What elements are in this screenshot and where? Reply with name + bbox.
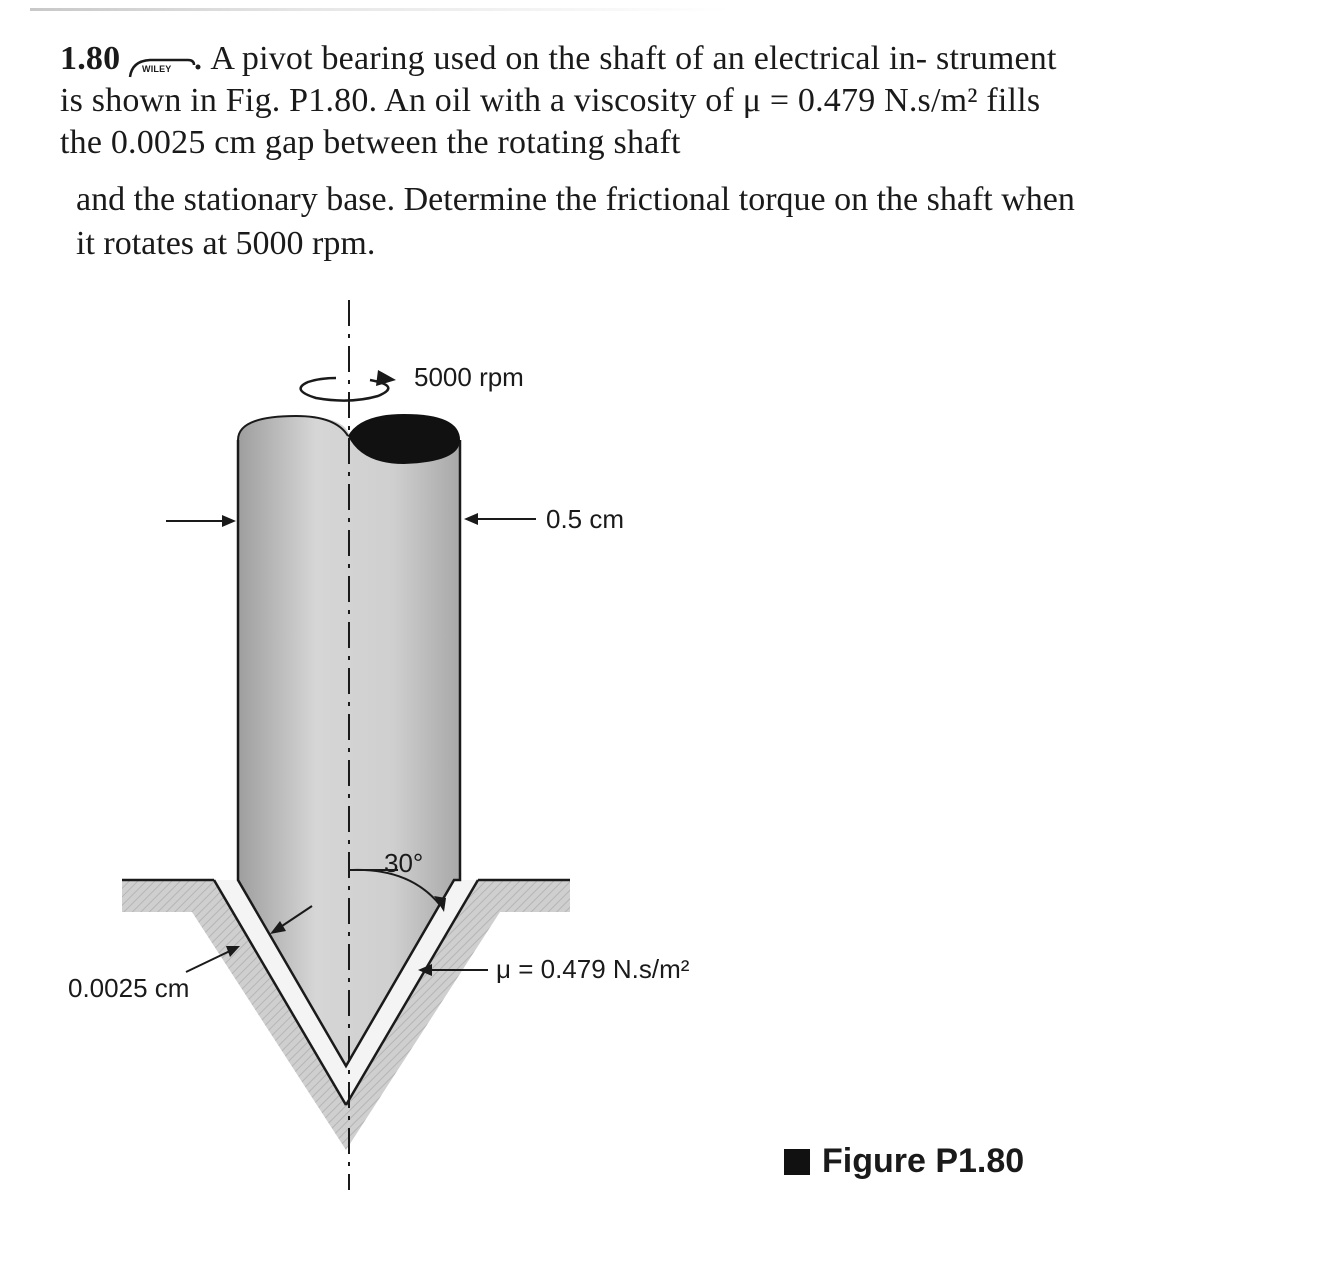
rpm-label: 5000 rpm: [414, 362, 524, 392]
diameter-label: 0.5 cm: [546, 504, 625, 534]
problem-paragraph-2: and the stationary base. Determine the frictional torque on the shaft when it rotates at 5000 rpm.: [76, 181, 1075, 262]
angle-label: 30°: [384, 848, 424, 878]
figure-caption: [784, 1142, 1024, 1181]
problem-paragraph-1: A pivot bearing used on the shaft of an electrical in- strument is shown in Fig. P1.80. An oil with a viscosity of μ = 0.479 N.s/m² fills the 0.0025 cm gap between the rotating shaft: [60, 40, 1057, 161]
caption-square-icon: [784, 1149, 810, 1175]
wiley-badge-text: WILEY: [142, 64, 172, 75]
viscosity-label: μ = 0.479 N.s/m²: [496, 954, 690, 984]
figure-caption-text: Figure P1.80: [822, 1142, 1025, 1180]
problem-number: 1.80: [60, 40, 121, 77]
gap-label: 0.0025 cm: [68, 973, 190, 1003]
